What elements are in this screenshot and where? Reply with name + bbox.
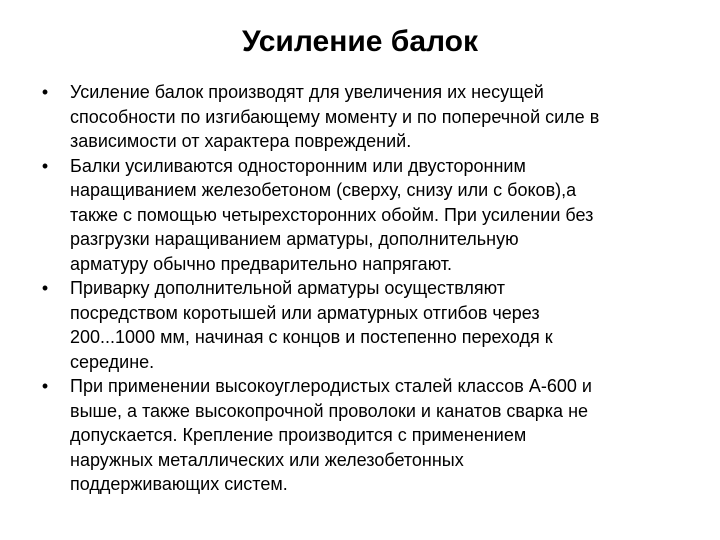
bullet-list [0, 80, 720, 497]
bullet-icon: • [41, 82, 49, 102]
bullet-text-line: наружных металлических или железобетонных [70, 449, 464, 470]
bullet-text-line: арматуру обычно предварительно напрягают. [70, 253, 453, 274]
bullet-text-line: 200...1000 мм, начиная с концов и постепенно переходя к [70, 327, 553, 347]
bullet-text-line: При применении высокоуглеродистых сталей классов А-600 и [70, 376, 592, 396]
bullet-icon: • [41, 278, 49, 298]
bullet-text-line: Балки усиливаются односторонним или двусторонним [70, 155, 526, 176]
bullet-text-line: Усиление балок производят для увеличения их несущей [70, 82, 544, 102]
bullet-item [0, 80, 720, 154]
bullet-text-line: наращиванием железобетоном (сверху, снизу или с боков),а [70, 180, 577, 200]
bullet-icon: • [41, 155, 49, 176]
bullet-text-line: середине. [70, 351, 155, 372]
bullet-item [0, 154, 720, 277]
bullet-text-line: допускается. Крепление производится с применением [70, 425, 527, 445]
bullet-text-line: разгрузки наращиванием арматуры, дополнительную [70, 229, 519, 249]
slide-title: Усиление балок [241, 25, 479, 58]
bullet-text-line: выше, а также высокопрочной проволоки и канатов сварка не [70, 400, 589, 421]
bullet-text-line: также с помощью четырехсторонних обойм. При усилении без [70, 204, 594, 225]
bullet-text-line: поддерживающих систем. [70, 474, 288, 494]
bullet-icon: • [41, 376, 49, 396]
bullet-item [0, 276, 720, 374]
bullet-text-line: Приварку дополнительной арматуры осуществляют [70, 278, 506, 298]
bullet-item [0, 374, 720, 497]
bullet-text-line: зависимости от характера повреждений. [70, 131, 412, 151]
bullet-text-line: способности по изгибающему моменту и по поперечной силе в [70, 106, 600, 127]
bullet-text-line: посредством коротышей или арматурных отгибов через [70, 302, 540, 323]
